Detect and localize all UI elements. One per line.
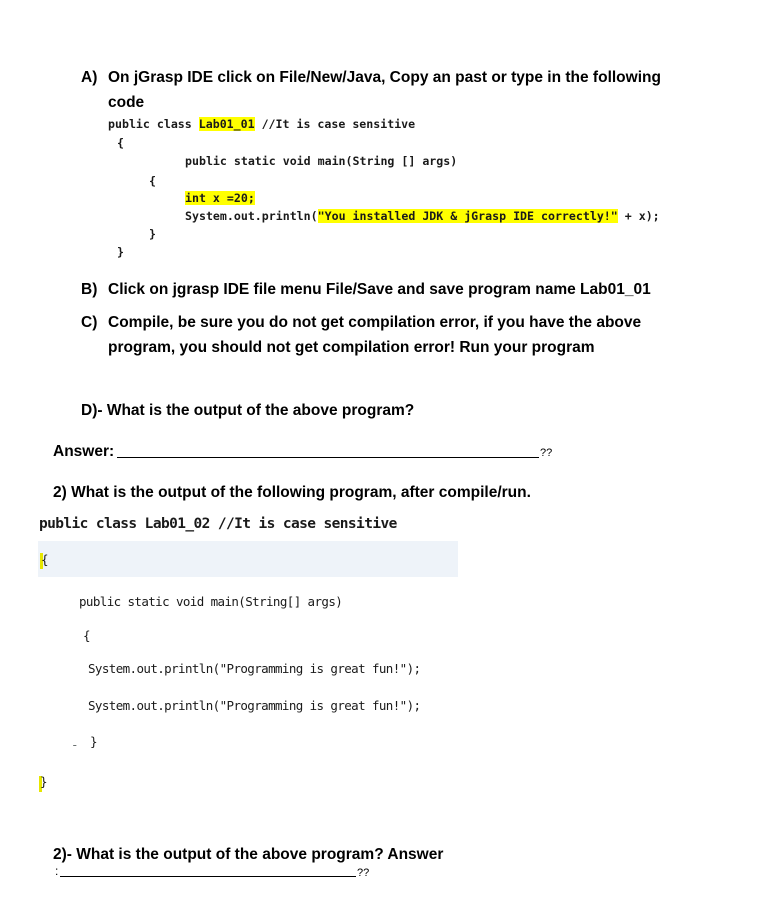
code2-main-signature: public static void main(String[] args): [79, 594, 343, 609]
code1-kw-public-class: public class: [108, 117, 199, 131]
code1-open-brace: {: [117, 136, 124, 150]
code1-outer-close-brace: }: [117, 245, 124, 259]
part-a-line1: On jGrasp IDE click on File/New/Java, Copy an past or type in the following: [108, 69, 661, 86]
code1-print-prefix: System.out.println(: [185, 209, 318, 223]
code1-print-suffix: + x);: [617, 209, 660, 223]
code1-print-line: [185, 209, 660, 223]
code1-print-string: "You installed JDK & jGrasp IDE correctly!": [317, 209, 618, 223]
answer1-blank-line[interactable]: [117, 457, 539, 458]
code2-gutter-mark: -: [71, 737, 78, 752]
part-b-label: B): [81, 281, 98, 298]
part-c-line2: program, you should not get compilation error! Run your program: [108, 339, 595, 356]
code-photo-highlight-band: [38, 541, 458, 577]
part-a-line2: code: [108, 94, 145, 111]
part-a-label: A): [81, 69, 98, 86]
part-d-question: D)- What is the output of the above program?: [81, 402, 415, 419]
code2-open-brace: {: [41, 552, 48, 567]
answer1-label: Answer:: [53, 443, 115, 460]
part-c-line1: Compile, be sure you do not get compilation error, if you have the above: [108, 314, 642, 331]
code1-int-line: [185, 191, 255, 205]
q2-question: 2) What is the output of the following program, after compile/run.: [53, 484, 531, 501]
code1-comment: //It is case sensitive: [254, 117, 416, 131]
code2-print1: System.out.println("Programming is great fun!");: [88, 661, 421, 676]
answer2-blank-line[interactable]: [60, 876, 356, 877]
code1-inner-open-brace: {: [149, 174, 156, 188]
code2-print2: System.out.println("Programming is great fun!");: [88, 698, 421, 713]
part-b-text: Click on jgrasp IDE file menu File/Save and save program name Lab01_01: [108, 281, 651, 298]
code1-class-line: [108, 117, 415, 131]
part-c-label: C): [81, 314, 98, 331]
code2-header: public class Lab01_02 //It is case sensitive: [39, 516, 397, 532]
answer1-suffix: ??: [540, 447, 553, 459]
code1-int-decl: int x =20;: [185, 191, 255, 205]
code1-main-signature: public static void main(String [] args): [185, 154, 458, 168]
code1-class-name: Lab01_01: [198, 117, 255, 131]
code2-outer-close-brace: }: [40, 774, 47, 789]
code2-inner-open-brace: {: [83, 628, 90, 643]
answer2-suffix: ??: [357, 867, 370, 879]
answer2-label: :: [55, 864, 59, 878]
code2-inner-close-brace: }: [90, 734, 97, 749]
code-photo: [38, 541, 518, 831]
code1-inner-close-brace: }: [149, 227, 156, 241]
q2b-question: 2)- What is the output of the above program? Answer: [53, 846, 444, 863]
